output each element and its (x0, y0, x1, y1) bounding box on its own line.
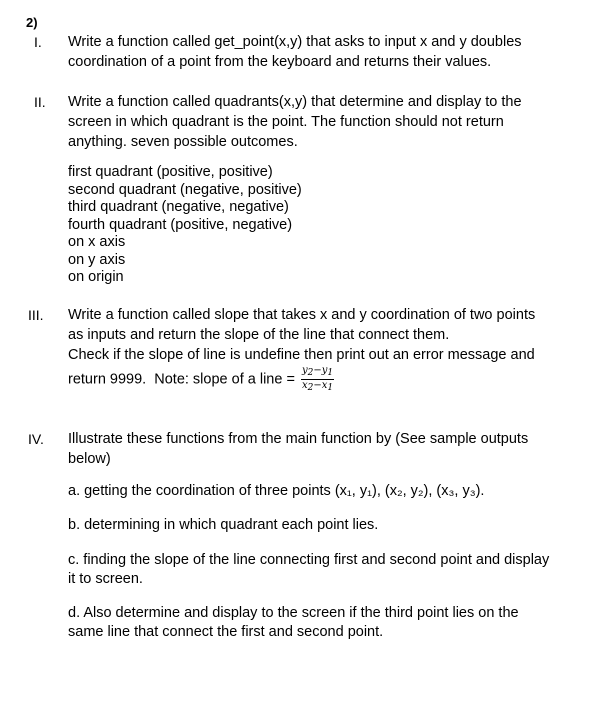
item-3-text (68, 305, 586, 394)
formula-var: y (321, 365, 328, 376)
outcome-item: on y axis (68, 251, 126, 268)
slope-formula (301, 365, 334, 394)
outcome-list (68, 164, 586, 287)
item-3-line-4 (68, 365, 586, 394)
item-2-line-2: screen in which quadrant is the point. The function should not return (68, 114, 504, 130)
formula-minus: − (313, 365, 322, 376)
formula-sub: 1 (327, 383, 334, 393)
item-2-line-3: anything. seven possible outcomes. (68, 134, 298, 150)
item-2-text (68, 92, 586, 152)
formula-var: x (321, 380, 328, 391)
formula-var: x (301, 380, 308, 391)
item-4-line-2: below) (68, 451, 111, 467)
item-4 (26, 429, 586, 469)
part-a (26, 482, 586, 501)
part-c (26, 551, 586, 589)
part-b-line-1: b. determining in which quadrant each point lies. (68, 517, 379, 533)
item-2 (26, 92, 586, 287)
item-3 (26, 305, 586, 394)
formula-minus: − (313, 380, 322, 391)
item-3-line-2: as inputs and return the slope of the line that connect them. (68, 327, 450, 343)
question-number: 2) (26, 15, 38, 30)
formula-var: y (301, 365, 308, 376)
part-c-line-2: it to screen. (68, 571, 143, 587)
formula-sub: 2 (307, 383, 314, 393)
item-3-numeral: III. (28, 307, 44, 323)
item-2-numeral: II. (34, 94, 46, 110)
outcome-item: second quadrant (negative, positive) (68, 181, 302, 198)
part-d-line-1: d. Also determine and display to the screen if the third point lies on the (68, 605, 519, 621)
part-c-line-1: c. finding the slope of the line connecting first and second point and display (68, 552, 550, 568)
item-3-line-4-text: return 9999. Note: slope of a line = (68, 371, 299, 388)
formula-sub: 1 (327, 368, 334, 378)
slope-formula-numerator (301, 365, 334, 380)
outcome-item: third quadrant (negative, negative) (68, 199, 289, 215)
slope-formula-denominator (301, 380, 334, 394)
part-a-line-1: a. getting the coordination of three points (x₁, y₁), (x₂, y₂), (x₃, y₃). (68, 483, 485, 499)
item-4-line-1: Illustrate these functions from the main function by (See sample outputs (68, 431, 529, 447)
item-4-text (68, 429, 586, 469)
item-4-numeral: IV. (28, 431, 44, 447)
item-1-line-1: Write a function called get_point(x,y) that asks to input x and y doubles (68, 34, 522, 50)
outcome-item: first quadrant (positive, positive) (68, 164, 273, 180)
item-2-line-1: Write a function called quadrants(x,y) that determine and display to the (68, 94, 522, 110)
outcome-item: on origin (68, 269, 124, 285)
outcome-item: fourth quadrant (positive, negative) (68, 216, 293, 233)
item-3-line-3: Check if the slope of line is undefine then print out an error message and (68, 347, 535, 363)
part-b (26, 516, 586, 535)
part-d (26, 604, 586, 642)
part-d-line-2: same line that connect the first and second point. (68, 624, 384, 640)
formula-sub: 2 (307, 368, 314, 378)
item-1-text (68, 32, 586, 72)
item-1-line-2: coordination of a point from the keyboard and returns their values. (68, 54, 492, 70)
item-3-line-1: Write a function called slope that takes x and y coordination of two points (68, 307, 536, 323)
item-1 (26, 32, 586, 72)
item-1-numeral: I. (34, 34, 42, 50)
outcome-item: on x axis (68, 234, 126, 250)
